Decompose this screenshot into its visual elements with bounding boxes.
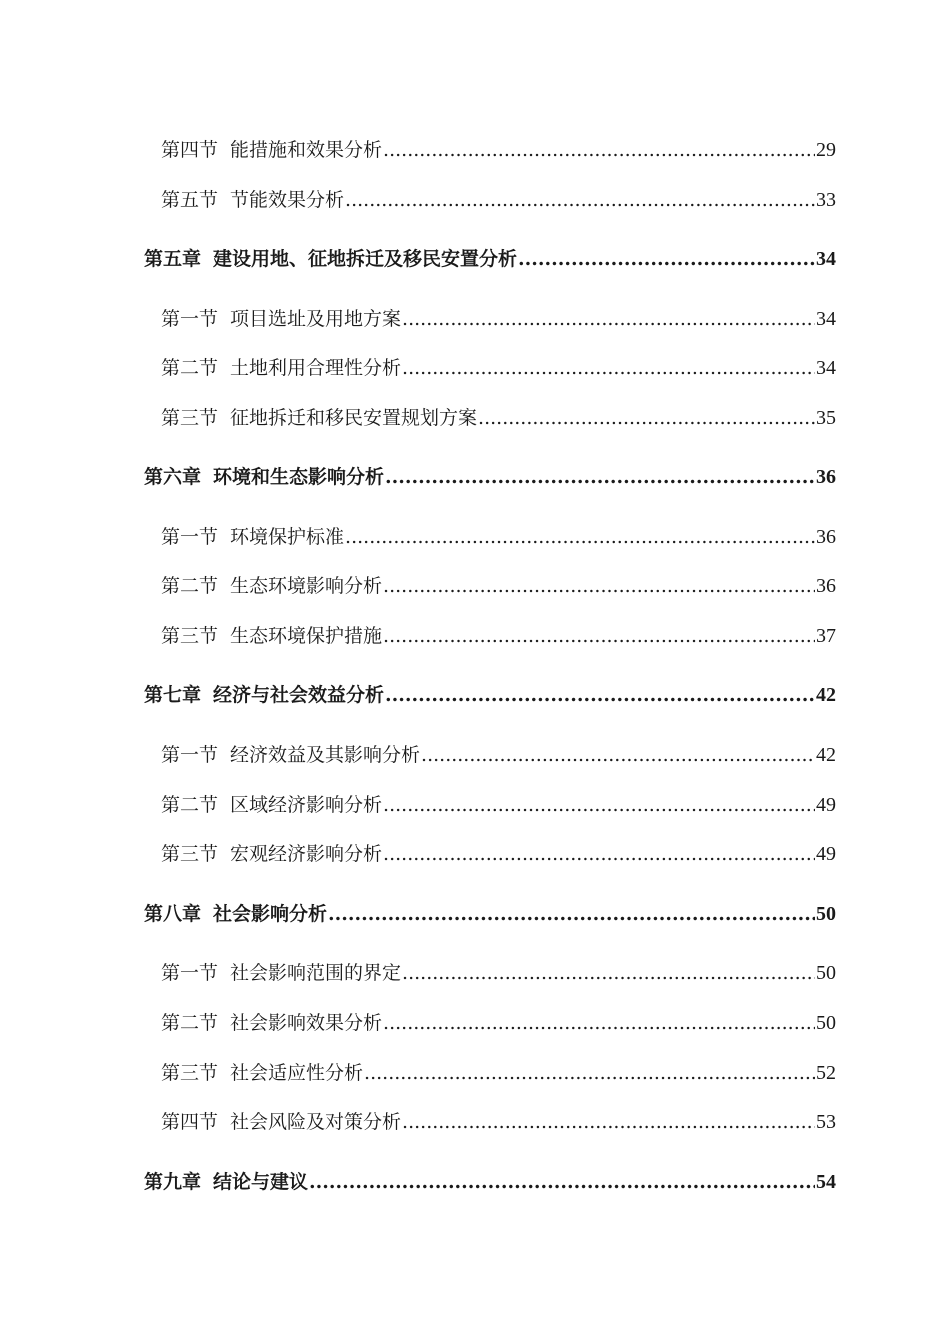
toc-page-number: 50: [816, 962, 836, 984]
toc-page-number: 34: [816, 248, 836, 270]
toc-entry-label: [161, 570, 382, 602]
toc-entry-label: [161, 1007, 382, 1039]
toc-chapter-title: 结论与建议: [213, 1171, 309, 1193]
toc-section-row[interactable]: [161, 570, 836, 602]
toc-entry-label: [161, 402, 477, 434]
toc-page-number: 52: [816, 1062, 836, 1084]
toc-section-number: 第三节: [161, 407, 219, 429]
toc-dot-leader: [402, 957, 815, 989]
toc-entry-label: [161, 1057, 363, 1089]
toc-page-number: 36: [816, 526, 836, 548]
toc-chapter-row[interactable]: [144, 679, 836, 711]
toc-entry-label: [161, 1106, 401, 1138]
toc-page-number: 50: [816, 1012, 836, 1034]
toc-section-title: 生态环境保护措施: [230, 625, 383, 647]
toc-entry-label: [161, 303, 401, 335]
toc-page-number: 35: [816, 407, 836, 429]
toc-page-number: 50: [816, 903, 836, 925]
toc-section-row[interactable]: [161, 620, 836, 652]
toc-entry-label: [161, 184, 344, 216]
toc-section-title: 项目选址及用地方案: [230, 308, 402, 330]
toc-chapter-title: 建设用地、征地拆迁及移民安置分析: [213, 248, 518, 270]
toc-entry-label: [144, 461, 384, 493]
toc-chapter-number: 第六章: [144, 466, 202, 488]
toc-section-number: 第三节: [161, 843, 219, 865]
toc-page-number: 42: [816, 684, 836, 706]
toc-entry-label: [161, 620, 382, 652]
toc-entry-label: [144, 1166, 308, 1198]
toc-section-title: 节能效果分析: [230, 189, 345, 211]
toc-section-title: 社会影响效果分析: [230, 1012, 383, 1034]
toc-page-number: 36: [816, 575, 836, 597]
toc-dot-leader: [309, 1166, 815, 1198]
toc-chapter-row[interactable]: [144, 461, 836, 493]
toc-chapter-number: 第八章: [144, 903, 202, 925]
toc-dot-leader: [478, 402, 815, 434]
toc-dot-leader: [421, 739, 815, 771]
toc-section-row[interactable]: [161, 789, 836, 821]
toc-dot-leader: [383, 620, 815, 652]
toc-section-title: 社会风险及对策分析: [230, 1111, 402, 1133]
toc-entry-label: [161, 838, 382, 870]
toc-section-row[interactable]: [161, 352, 836, 384]
toc-section-row[interactable]: [161, 402, 836, 434]
toc-section-row[interactable]: [161, 521, 836, 553]
toc-section-number: 第三节: [161, 625, 219, 647]
toc-section-row[interactable]: [161, 1057, 836, 1089]
toc-page-number: 36: [816, 466, 836, 488]
toc-dot-leader: [385, 679, 815, 711]
toc-dot-leader: [402, 303, 815, 335]
toc-dot-leader: [402, 1106, 815, 1138]
toc-dot-leader: [364, 1057, 815, 1089]
toc-section-number: 第五节: [161, 189, 219, 211]
toc-dot-leader: [328, 898, 815, 930]
toc-entry-label: [161, 521, 344, 553]
toc-section-title: 征地拆迁和移民安置规划方案: [230, 407, 478, 429]
toc-section-row[interactable]: [161, 1007, 836, 1039]
toc-section-row[interactable]: [161, 739, 836, 771]
toc-entry-label: [161, 957, 401, 989]
toc-dot-leader: [345, 184, 815, 216]
toc-entry-label: [144, 243, 517, 275]
toc-entry-label: [161, 352, 401, 384]
toc-section-number: 第四节: [161, 139, 219, 161]
toc-section-number: 第一节: [161, 308, 219, 330]
toc-section-title: 土地利用合理性分析: [230, 357, 402, 379]
toc-dot-leader: [383, 838, 815, 870]
toc-chapter-title: 经济与社会效益分析: [213, 684, 385, 706]
toc-page-number: 54: [816, 1171, 836, 1193]
toc-page-number: 33: [816, 189, 836, 211]
toc-page-number: 49: [816, 843, 836, 865]
toc-dot-leader: [385, 461, 815, 493]
toc-section-title: 区域经济影响分析: [230, 794, 383, 816]
toc-page-number: 34: [816, 357, 836, 379]
toc-page-number: 53: [816, 1111, 836, 1133]
toc-section-title: 环境保护标准: [230, 526, 345, 548]
toc-entry-label: [144, 679, 384, 711]
toc-page-number: 49: [816, 794, 836, 816]
toc-section-title: 生态环境影响分析: [230, 575, 383, 597]
toc-section-title: 经济效益及其影响分析: [230, 744, 421, 766]
toc-dot-leader: [518, 243, 815, 275]
toc-page-number: 37: [816, 625, 836, 647]
toc-dot-leader: [383, 570, 815, 602]
toc-chapter-row[interactable]: [144, 1166, 836, 1198]
toc-dot-leader: [383, 1007, 815, 1039]
toc-section-row[interactable]: [161, 1106, 836, 1138]
toc-section-title: 能措施和效果分析: [230, 139, 383, 161]
toc-dot-leader: [383, 789, 815, 821]
toc-section-number: 第二节: [161, 575, 219, 597]
toc-chapter-row[interactable]: [144, 898, 836, 930]
toc-chapter-number: 第五章: [144, 248, 202, 270]
toc-page-number: 42: [816, 744, 836, 766]
toc-chapter-title: 社会影响分析: [213, 903, 328, 925]
toc-section-row[interactable]: [161, 303, 836, 335]
toc-section-number: 第四节: [161, 1111, 219, 1133]
toc-section-number: 第一节: [161, 744, 219, 766]
toc-chapter-number: 第九章: [144, 1171, 202, 1193]
toc-chapter-row[interactable]: [144, 243, 836, 275]
toc-dot-leader: [402, 352, 815, 384]
toc-section-number: 第二节: [161, 357, 219, 379]
toc-section-title: 社会适应性分析: [230, 1062, 364, 1084]
toc-section-row[interactable]: [161, 184, 836, 216]
toc-page-number: 29: [816, 139, 836, 161]
toc-section-row[interactable]: [161, 957, 836, 989]
toc-section-number: 第一节: [161, 526, 219, 548]
toc-dot-leader: [383, 134, 815, 166]
toc-entry-label: [161, 739, 420, 771]
toc-chapter-number: 第七章: [144, 684, 202, 706]
toc-section-row[interactable]: [161, 838, 836, 870]
toc-section-title: 宏观经济影响分析: [230, 843, 383, 865]
toc-section-number: 第一节: [161, 962, 219, 984]
toc-section-row[interactable]: [161, 134, 836, 166]
toc-section-title: 社会影响范围的界定: [230, 962, 402, 984]
toc-entry-label: [161, 789, 382, 821]
toc-page-number: 34: [816, 308, 836, 330]
toc-section-number: 第二节: [161, 794, 219, 816]
toc-section-number: 第三节: [161, 1062, 219, 1084]
toc-section-number: 第二节: [161, 1012, 219, 1034]
toc-dot-leader: [345, 521, 815, 553]
toc-chapter-title: 环境和生态影响分析: [213, 466, 385, 488]
toc-entry-label: [161, 134, 382, 166]
toc-entry-label: [144, 898, 327, 930]
